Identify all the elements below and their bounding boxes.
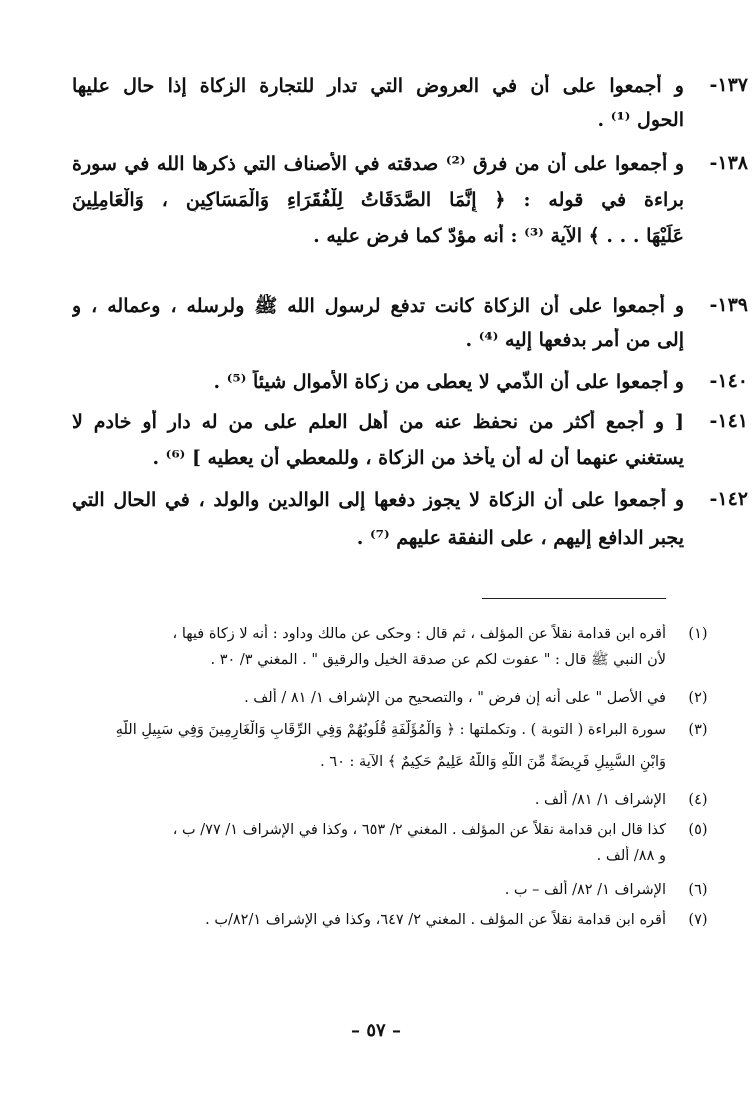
- footnote-line: و ٨٨/ ألف .: [596, 848, 666, 864]
- list-item: [72, 370, 748, 394]
- item-line: و أجمعوا على أن الزكاة لا يجوز دفعها إلى الوالدين والولد ، في الحال التي: [72, 489, 684, 511]
- footnote-number: (٣): [688, 722, 708, 738]
- item-line: يجبر الدافع إليهم ، على النفقة عليهم ⁽⁷⁾ .: [356, 527, 684, 549]
- item-line: و أجمعوا على أن من فرق ⁽²⁾ صدقته في الأصناف التي ذكرها الله في سورة: [72, 153, 684, 175]
- item-number: ١٤٠-: [709, 370, 748, 392]
- footnote-number: (٦): [688, 882, 708, 898]
- item-number: ١٣٩-: [709, 294, 748, 316]
- footnote: [106, 820, 708, 866]
- footnote-number: (٥): [688, 822, 708, 838]
- footnote: [106, 720, 708, 772]
- item-line: عَلَيْهَا . . . ﴾ الآية ⁽³⁾ : أنه مؤدّ كما فرض عليه .: [313, 225, 684, 247]
- item-number: ١٣٧-: [709, 74, 748, 96]
- footnote: [106, 910, 708, 930]
- footnote-line: وَابْنِ السَّبِيلِ فَرِيضَةً مِّنَ اللَّهِ وَاللَّهُ عَلِيمٌ حَكِيمٌ ﴾ الآية : ٦٠ .: [320, 754, 666, 770]
- item-line: و أجمعوا على أن الزكاة كانت تدفع لرسول الله ﷺ ولرسله ، وعماله ، و: [72, 295, 684, 317]
- footnote-number: (١): [688, 626, 708, 642]
- footnote-line: أقره ابن قدامة نقلاً عن المؤلف . المغني ٢/ ٦٤٧، وكذا في الإشراف ٨٢/١/ب .: [205, 912, 666, 928]
- list-item: [72, 410, 748, 470]
- footnote-line: أقره ابن قدامة نقلاً عن المؤلف ، ثم قال : وحكى عن مالك وداود : أنه لا زكاة فيها ،: [172, 626, 666, 642]
- footnote: [106, 624, 708, 670]
- footnote-line: الإشراف ١/ ٨١/ ألف .: [534, 792, 666, 808]
- footnote-line: الإشراف ١/ ٨٢/ ألف – ب .: [504, 882, 666, 898]
- footnote-number: (٤): [688, 792, 708, 808]
- item-line: براءة في قوله : ﴿ إِنَّمَا الصَّدَقَاتُ لِلْفُقَرَاءِ وَالْمَسَاكِينِ ، وَالْعَامِلِينَ: [72, 189, 684, 211]
- page-number: – ٥٧ –: [351, 1020, 401, 1041]
- footnote-line: لأن النبي ﷺ قال : " عفوت لكم عن صدقة الخيل والرقيق " . المغني ٣/ ٣٠ .: [210, 652, 666, 668]
- footnote: [106, 688, 708, 708]
- list-item: [72, 294, 748, 352]
- item-number: ١٤٢-: [709, 488, 748, 510]
- list-item: [72, 74, 748, 132]
- list-item: [72, 152, 748, 248]
- list-item: [72, 488, 748, 550]
- item-line: الحول ⁽¹⁾ .: [597, 109, 684, 131]
- item-number: ١٣٨-: [709, 152, 748, 174]
- item-number: ١٤١-: [709, 410, 748, 432]
- item-line: [ و أجمع أكثر من نحفظ عنه من أهل العلم على من له دار أو خادم لا: [72, 411, 684, 433]
- item-line: إلى من أمر بدفعها إليه ⁽⁴⁾ .: [465, 329, 684, 351]
- item-line: و أجمعوا على أن في العروض التي تدار للتجارة الزكاة إذا حال عليها: [72, 75, 684, 97]
- footnote-line: في الأصل " على أنه إن فرض " ، والتصحيح من الإشراف ١/ ٨١ / ألف .: [244, 690, 666, 706]
- item-line: و أجمعوا على أن الذّمي لا يعطى من زكاة الأموال شيئاً ⁽⁵⁾ .: [213, 371, 684, 393]
- footnote: [106, 790, 708, 810]
- footnote-line: سورة البراءة ( التوبة ) . وتكملتها : ﴿ وَالْمُؤَلَّفَةِ قُلُوبُهُمْ وَفِي الرِّقَابِ وَالْغَارِمِينَ وَفِي سَبِيلِ اللَّهِ: [115, 722, 666, 738]
- footnote: [106, 880, 708, 900]
- footnote-line: كذا قال ابن قدامة نقلاً عن المؤلف . المغني ٢/ ٦٥٣ ، وكذا في الإشراف ١/ ٧٧/ ب ،: [172, 822, 666, 838]
- item-line: يستغني عنهما أن له أن يأخذ من الزكاة ، وللمعطي أن يعطيه ] ⁽⁶⁾ .: [152, 447, 684, 469]
- footnote-separator: [482, 598, 666, 599]
- footnote-number: (٢): [688, 690, 708, 706]
- footnote-number: (٧): [688, 912, 708, 928]
